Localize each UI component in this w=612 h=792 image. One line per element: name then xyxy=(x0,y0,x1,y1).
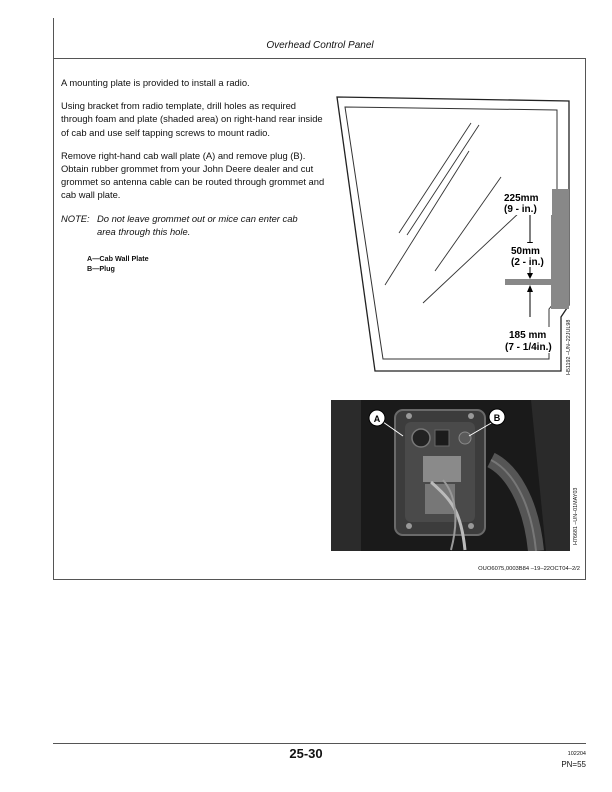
dim-225-sub-label: (9 - in.) xyxy=(504,204,537,215)
note-label: NOTE: xyxy=(61,212,90,224)
photo-figure-id: H76681 –UN–01MAY03 xyxy=(573,487,579,545)
paragraph-3: Remove right-hand cab wall plate (A) and remove plug (B). Obtain rubber grommet from your John Deere dealer and cut grommet so antenna cable can be routed through grommet and cab wall plate. xyxy=(61,149,325,201)
note-line-1: Do not leave grommet out or mice can enter cab xyxy=(97,212,298,224)
footer-rule xyxy=(53,743,586,744)
callout-b-label: B xyxy=(493,413,501,423)
legend-item-a: A—Cab Wall Plate xyxy=(87,254,149,264)
mounting-plate-diagram xyxy=(331,93,576,388)
header-rule xyxy=(53,18,54,58)
dim-185-label: 185 mm xyxy=(509,330,547,341)
page-header-title: Overhead Control Panel xyxy=(266,40,374,51)
footer-pn: PN=55 xyxy=(561,760,586,769)
callout-a-label: A xyxy=(373,414,381,424)
note-line-2: area through this hole. xyxy=(97,225,191,237)
page-number: 25-30 xyxy=(289,746,323,761)
document-reference: OUO6075,0003B84 –19–22OCT04–2/2 xyxy=(478,566,580,572)
dim-225-label: 225mm xyxy=(504,193,539,204)
footer-code: 102204 xyxy=(567,751,586,757)
dim-185-sub-label: (7 - 1/4in.) xyxy=(505,342,552,353)
legend xyxy=(61,254,325,274)
instruction-text xyxy=(61,76,325,274)
note xyxy=(61,212,325,238)
paragraph-1: A mounting plate is provided to install a radio. xyxy=(61,77,250,88)
cab-wall-plate-photo xyxy=(331,400,570,551)
dim-50-sub-label: (2 - in.) xyxy=(511,257,544,268)
dim-50-label: 50mm xyxy=(511,246,540,257)
diagram-figure-id: H51192 –UN–22JUL98 xyxy=(566,319,572,375)
legend-item-b: B—Plug xyxy=(87,264,115,274)
paragraph-2: Using bracket from radio template, drill holes as required through foam and plate (shaded area) on right-hand rear inside of cab and use self tapping screws to mount radio. xyxy=(61,100,323,138)
